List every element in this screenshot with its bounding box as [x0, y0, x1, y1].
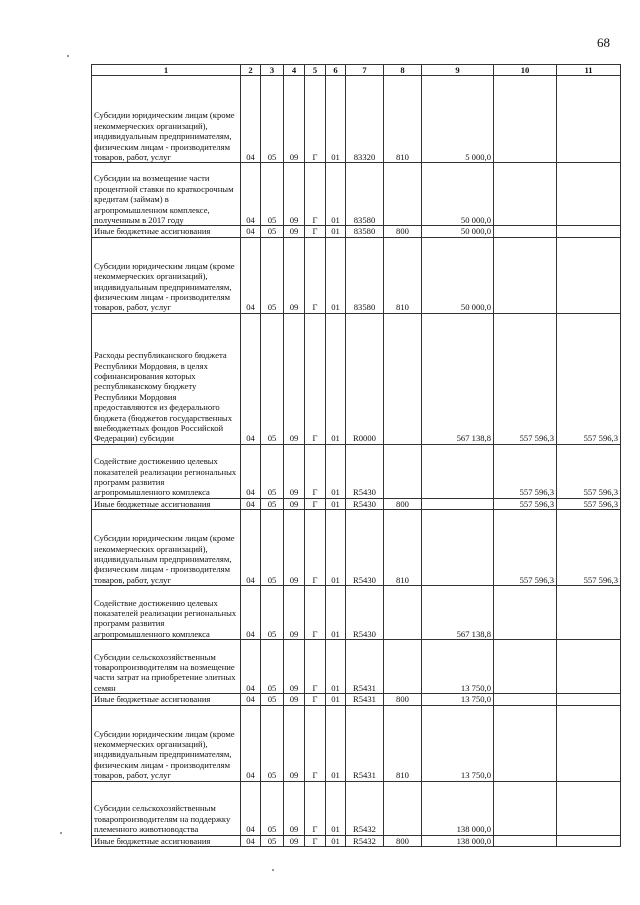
row-description: Субсидии юридическим лицам (кроме некоммерческих организаций), индивидуальным предпринимателям, физическим лицам - производителям товаров, работ, услуг — [92, 76, 241, 163]
row-description: Субсидии юридическим лицам (кроме некоммерческих организаций), индивидуальным предпринимателям, физическим лицам - производителям товаров, работ, услуг — [92, 510, 241, 586]
amount-cell — [494, 586, 557, 640]
code-cell: 04 — [241, 510, 261, 586]
code-cell: Г — [305, 510, 326, 586]
code-cell: Г — [305, 313, 326, 444]
code-cell: 05 — [261, 313, 284, 444]
amount-cell: 13 750,0 — [422, 694, 494, 705]
code-cell: Г — [305, 781, 326, 835]
budget-table — [91, 64, 621, 847]
code-cell: 09 — [284, 510, 305, 586]
table-row — [92, 226, 621, 237]
amount-cell — [494, 163, 557, 226]
code-cell: 04 — [241, 640, 261, 694]
code-cell — [384, 640, 422, 694]
row-description: Субсидии на возмещение части процентной ставки по краткосрочным кредитам (займам) в агропромышленном комплексе, полученным в 2017 году — [92, 163, 241, 226]
header-row — [92, 65, 621, 76]
code-cell: 05 — [261, 510, 284, 586]
code-cell: 04 — [241, 498, 261, 509]
code-cell: 04 — [241, 444, 261, 498]
amount-cell: 557 596,3 — [557, 444, 621, 498]
code-cell: R5430 — [346, 498, 384, 509]
code-cell: 05 — [261, 163, 284, 226]
code-cell: 800 — [384, 498, 422, 509]
scan-speck — [67, 55, 69, 57]
code-cell: 01 — [326, 163, 346, 226]
code-cell: 83320 — [346, 76, 384, 163]
code-cell: 04 — [241, 76, 261, 163]
code-cell: 05 — [261, 835, 284, 846]
amount-cell: 557 596,3 — [494, 510, 557, 586]
amount-cell — [422, 498, 494, 509]
code-cell: Г — [305, 237, 326, 313]
amount-cell — [557, 835, 621, 846]
amount-cell — [557, 781, 621, 835]
code-cell: 04 — [241, 781, 261, 835]
column-header: 6 — [326, 65, 346, 76]
code-cell: 04 — [241, 586, 261, 640]
amount-cell: 13 750,0 — [422, 705, 494, 781]
table-row — [92, 498, 621, 509]
column-header: 3 — [261, 65, 284, 76]
row-description: Содействие достижению целевых показателей реализации региональных программ развития агропромышленного комплекса — [92, 444, 241, 498]
amount-cell — [557, 705, 621, 781]
column-header: 5 — [305, 65, 326, 76]
amount-cell: 138 000,0 — [422, 835, 494, 846]
code-cell: 05 — [261, 237, 284, 313]
code-cell: 05 — [261, 781, 284, 835]
row-description: Расходы республиканского бюджета Республики Мордовия, в целях софинансирования которых республиканскому бюджету Республики Мордовия предоставляются из федерального бюджета (бюджетов государственных внебюджетных фондов Российской Федерации) субсидии — [92, 313, 241, 444]
code-cell: 800 — [384, 835, 422, 846]
code-cell: Г — [305, 640, 326, 694]
code-cell: 01 — [326, 226, 346, 237]
column-header: 7 — [346, 65, 384, 76]
amount-cell: 50 000,0 — [422, 163, 494, 226]
code-cell: 01 — [326, 76, 346, 163]
column-header: 10 — [494, 65, 557, 76]
code-cell: Г — [305, 586, 326, 640]
code-cell: 04 — [241, 694, 261, 705]
amount-cell — [494, 781, 557, 835]
code-cell: R5430 — [346, 510, 384, 586]
amount-cell: 50 000,0 — [422, 237, 494, 313]
amount-cell — [557, 163, 621, 226]
code-cell: Г — [305, 444, 326, 498]
row-description: Субсидии сельскохозяйственным товаропроизводителям на возмещение части затрат на приобретение элитных семян — [92, 640, 241, 694]
code-cell: Г — [305, 705, 326, 781]
code-cell: 09 — [284, 694, 305, 705]
code-cell: 01 — [326, 498, 346, 509]
amount-cell — [557, 76, 621, 163]
code-cell: 09 — [284, 444, 305, 498]
column-header: 4 — [284, 65, 305, 76]
code-cell: 05 — [261, 498, 284, 509]
table-row — [92, 835, 621, 846]
code-cell: 05 — [261, 694, 284, 705]
code-cell: 01 — [326, 694, 346, 705]
code-cell: 04 — [241, 313, 261, 444]
column-header: 8 — [384, 65, 422, 76]
code-cell: 09 — [284, 76, 305, 163]
amount-cell — [494, 640, 557, 694]
column-header: 2 — [241, 65, 261, 76]
amount-cell: 5 000,0 — [422, 76, 494, 163]
code-cell: Г — [305, 76, 326, 163]
code-cell: 09 — [284, 163, 305, 226]
code-cell: 04 — [241, 835, 261, 846]
amount-cell: 567 138,8 — [422, 313, 494, 444]
code-cell: 05 — [261, 226, 284, 237]
page-number: 68 — [597, 35, 610, 50]
code-cell: 04 — [241, 163, 261, 226]
code-cell: R5431 — [346, 640, 384, 694]
row-description: Содействие достижению целевых показателей реализации региональных программ развития агропромышленного комплекса — [92, 586, 241, 640]
table-row — [92, 586, 621, 640]
code-cell — [384, 444, 422, 498]
table-row — [92, 705, 621, 781]
row-description: Субсидии сельскохозяйственным товаропроизводителям на поддержку племенного животноводства — [92, 781, 241, 835]
table-row — [92, 163, 621, 226]
code-cell: 09 — [284, 781, 305, 835]
code-cell: R5431 — [346, 705, 384, 781]
code-cell: 01 — [326, 313, 346, 444]
code-cell: R0000 — [346, 313, 384, 444]
code-cell: Г — [305, 694, 326, 705]
table-row — [92, 640, 621, 694]
amount-cell — [494, 226, 557, 237]
code-cell: 04 — [241, 705, 261, 781]
code-cell: 09 — [284, 705, 305, 781]
code-cell: R5432 — [346, 835, 384, 846]
code-cell: 83580 — [346, 237, 384, 313]
amount-cell: 557 596,3 — [494, 313, 557, 444]
code-cell: 05 — [261, 640, 284, 694]
code-cell — [384, 163, 422, 226]
code-cell: 83580 — [346, 226, 384, 237]
row-description: Иные бюджетные ассигнования — [92, 835, 241, 846]
code-cell: 810 — [384, 510, 422, 586]
column-header: 1 — [92, 65, 241, 76]
scan-speck — [272, 869, 274, 871]
amount-cell — [422, 510, 494, 586]
code-cell: 05 — [261, 705, 284, 781]
code-cell: 04 — [241, 237, 261, 313]
column-header: 9 — [422, 65, 494, 76]
amount-cell — [557, 226, 621, 237]
table-row — [92, 313, 621, 444]
amount-cell: 138 000,0 — [422, 781, 494, 835]
code-cell: Г — [305, 163, 326, 226]
amount-cell — [494, 705, 557, 781]
code-cell — [384, 781, 422, 835]
code-cell: 01 — [326, 835, 346, 846]
code-cell: 05 — [261, 76, 284, 163]
code-cell: 09 — [284, 835, 305, 846]
code-cell — [384, 586, 422, 640]
code-cell: 09 — [284, 313, 305, 444]
code-cell: 01 — [326, 237, 346, 313]
row-description: Иные бюджетные ассигнования — [92, 498, 241, 509]
row-description: Субсидии юридическим лицам (кроме некоммерческих организаций), индивидуальным предпринимателям, физическим лицам - производителям товаров, работ, услуг — [92, 705, 241, 781]
amount-cell: 557 596,3 — [557, 313, 621, 444]
code-cell: 01 — [326, 705, 346, 781]
code-cell: 09 — [284, 226, 305, 237]
code-cell: 83580 — [346, 163, 384, 226]
amount-cell: 557 596,3 — [494, 498, 557, 509]
code-cell: 01 — [326, 444, 346, 498]
amount-cell: 567 138,8 — [422, 586, 494, 640]
code-cell: 09 — [284, 237, 305, 313]
code-cell: 800 — [384, 226, 422, 237]
code-cell: 09 — [284, 586, 305, 640]
table-row — [92, 76, 621, 163]
table-row — [92, 781, 621, 835]
code-cell: 04 — [241, 226, 261, 237]
amount-cell: 50 000,0 — [422, 226, 494, 237]
row-description: Иные бюджетные ассигнования — [92, 226, 241, 237]
code-cell: 01 — [326, 586, 346, 640]
code-cell: 09 — [284, 640, 305, 694]
code-cell: 01 — [326, 510, 346, 586]
code-cell: 05 — [261, 444, 284, 498]
column-header: 11 — [557, 65, 621, 76]
table-row — [92, 237, 621, 313]
amount-cell — [494, 835, 557, 846]
code-cell: R5430 — [346, 444, 384, 498]
code-cell: R5431 — [346, 694, 384, 705]
row-description: Иные бюджетные ассигнования — [92, 694, 241, 705]
row-description: Субсидии юридическим лицам (кроме некоммерческих организаций), индивидуальным предпринимателям, физическим лицам - производителям товаров, работ, услуг — [92, 237, 241, 313]
code-cell: 800 — [384, 694, 422, 705]
code-cell: 810 — [384, 705, 422, 781]
code-cell: R5432 — [346, 781, 384, 835]
code-cell: 01 — [326, 640, 346, 694]
scan-speck — [60, 832, 62, 834]
amount-cell — [494, 76, 557, 163]
amount-cell: 13 750,0 — [422, 640, 494, 694]
code-cell: 09 — [284, 498, 305, 509]
code-cell: Г — [305, 835, 326, 846]
amount-cell — [422, 444, 494, 498]
amount-cell: 557 596,3 — [557, 498, 621, 509]
code-cell — [384, 313, 422, 444]
code-cell: 810 — [384, 76, 422, 163]
table-row — [92, 444, 621, 498]
amount-cell: 557 596,3 — [557, 510, 621, 586]
code-cell: 01 — [326, 781, 346, 835]
amount-cell — [557, 237, 621, 313]
amount-cell — [494, 237, 557, 313]
amount-cell — [494, 694, 557, 705]
amount-cell: 557 596,3 — [494, 444, 557, 498]
code-cell: Г — [305, 498, 326, 509]
code-cell: R5430 — [346, 586, 384, 640]
code-cell: 05 — [261, 586, 284, 640]
amount-cell — [557, 694, 621, 705]
table-row — [92, 694, 621, 705]
code-cell: 810 — [384, 237, 422, 313]
amount-cell — [557, 586, 621, 640]
code-cell: Г — [305, 226, 326, 237]
amount-cell — [557, 640, 621, 694]
table-row — [92, 510, 621, 586]
